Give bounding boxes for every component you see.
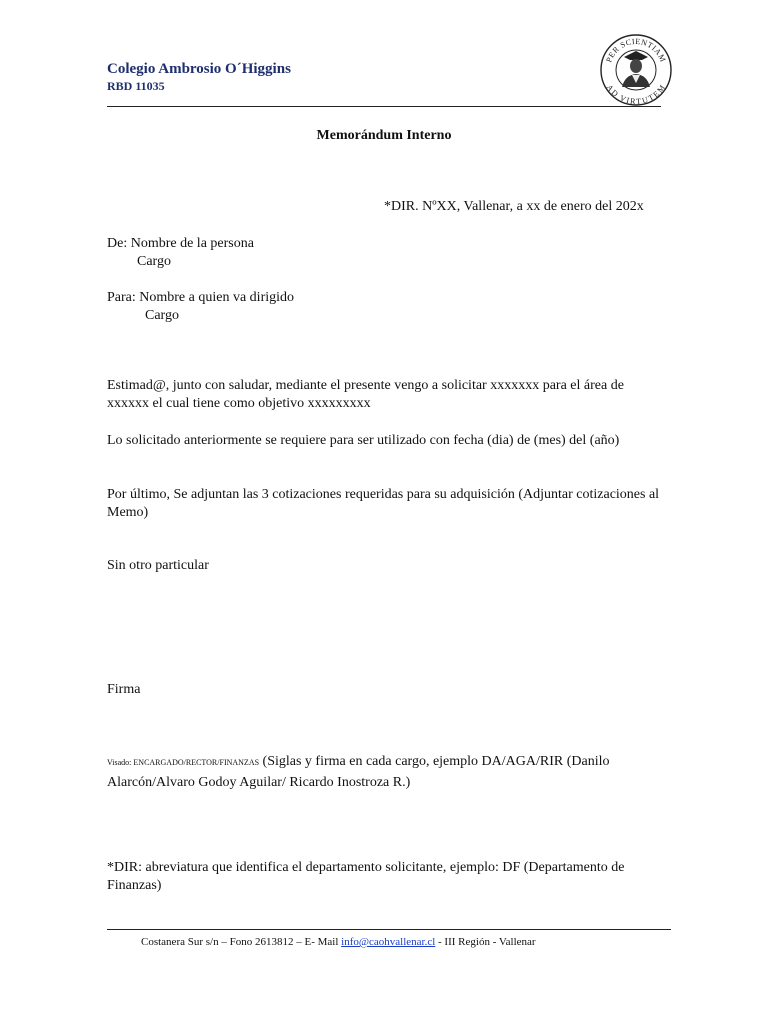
to-cargo: Cargo (145, 308, 179, 323)
paragraph-date: Lo solicitado anteriormente se requiere para ser utilizado con fecha (dia) de (mes) del (año) (107, 433, 620, 448)
seal-icon (598, 33, 674, 107)
paragraph-quotes: Por último, Se adjuntan las 3 cotizaciones requeridas para su adquisición (Adjuntar cotizaciones al Memo) (107, 487, 660, 520)
footer-email-link[interactable]: info@caohvallenar.cl (341, 936, 436, 948)
footer-contact (141, 936, 536, 948)
from-line: De: Nombre de la persona (107, 236, 254, 251)
to-line: Para: Nombre a quien va dirigido (107, 290, 295, 305)
header-divider (107, 106, 661, 107)
visado-label: Visado: ENCARGADO/RECTOR/FINANZAS (107, 758, 260, 767)
memo-title: Memorándum Interno (316, 128, 452, 143)
visado-block (107, 752, 667, 793)
footer-divider (107, 929, 671, 930)
footer-address: Costanera Sur s/n – Fono 2613812 – E- Mail (141, 936, 342, 948)
visado-text: (Siglas y firma en cada cargo, ejemplo DA/AGA/RIR (Danilo Alarcón/Alvaro Godoy Aguilar/ Ricardo Inostroza R.) (107, 754, 610, 790)
seal-top-text: PER SCIENTIAM (604, 36, 668, 64)
footer-region: - III Región - Vallenar (435, 936, 536, 948)
paragraph-request: Estimad@, junto con saludar, mediante el presente vengo a solicitar xxxxxxx para el área de xxxxxx el cual tiene como objetivo xxxxxxxxx (107, 378, 624, 411)
seal-bottom-text: AD VIRTUTEM (604, 82, 668, 107)
signature-label: Firma (107, 682, 141, 697)
memo-reference: *DIR. NºXX, Vallenar, a xx de enero del 202x (384, 199, 644, 214)
closing-line: Sin otro particular (107, 558, 209, 573)
school-rbd: RBD 11035 (107, 79, 165, 93)
from-cargo: Cargo (137, 254, 171, 269)
school-name: Colegio Ambrosio O´Higgins (107, 61, 291, 77)
school-seal-logo (598, 33, 674, 107)
dir-footnote: *DIR: abreviatura que identifica el departamento solicitante, ejemplo: DF (Departamento de Finanzas) (107, 860, 625, 893)
